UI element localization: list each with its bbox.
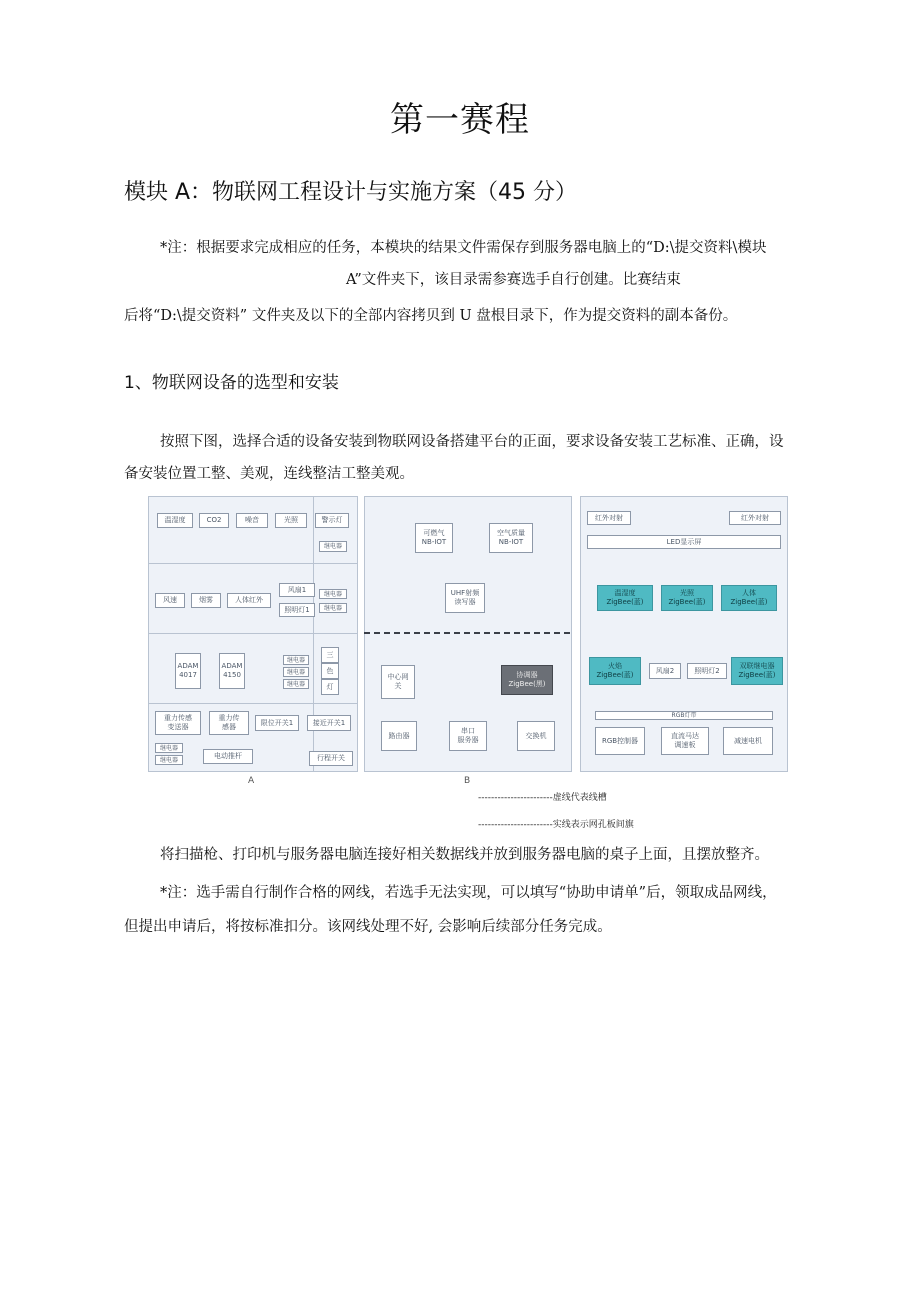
limit-switch-1: 限位开关1 (255, 715, 299, 731)
led-display: LED显示屏 (587, 535, 781, 549)
panel-b (364, 496, 572, 772)
note-line-3: 后将“D:\提交资料” 文件夹及以下的全部内容拷贝到 U 盘根目录下，作为提交资料的副本备份。 (124, 308, 738, 324)
sensor-light: 光照 (275, 513, 307, 528)
air-quality-nbiot: 空气质量 NB-IOT (489, 523, 533, 553)
zigbee-flame: 火焰 ZigBee(蓝) (589, 657, 641, 685)
section-paragraph-line-1: 按照下图，选择合适的设备安装到物联网设备搭建平台的正面，要求设备安装工艺标准、正确，设 (160, 434, 784, 450)
legend-dashed: -----------------------虚线代表线槽 (478, 793, 607, 803)
zigbee-dual-relay: 双联继电器 ZigBee(蓝) (731, 657, 783, 685)
sensor-wind-speed: 风速 (155, 593, 185, 608)
weight-sensor: 重力传 感器 (209, 711, 249, 735)
legend-solid: -----------------------实线表示网孔板间旗 (478, 820, 634, 830)
rgb-controller: RGB控制器 (595, 727, 645, 755)
tricolor-light (321, 647, 339, 695)
dc-motor-speed-board: 直流马达 调速板 (661, 727, 709, 755)
note-line-2: A”文件夹下，该目录需参赛选手自行创建。比赛结束 (346, 272, 681, 288)
warning-light: 警示灯 (315, 513, 349, 528)
uhf-rfid-reader: UHF射频 读写器 (445, 583, 485, 613)
after-paragraph: 将扫描枪、打印机与服务器电脑连接好相关数据线并放到服务器电脑的桌子上面，且摆放整齐。 (160, 847, 769, 863)
proximity-switch-1: 接近开关1 (307, 715, 351, 731)
panel-a-label: A (248, 776, 255, 786)
tricolor-char: 三 (321, 647, 339, 663)
zigbee-light: 光照 ZigBee(蓝) (661, 585, 713, 611)
zigbee-coordinator: 协调器 ZigBee(黑) (501, 665, 553, 695)
sensor-co2: CO2 (199, 513, 229, 528)
relay: 继电器 (283, 679, 309, 689)
after-note-line-2: 但提出申请后，将按标准扣分。该网线处理不好, 会影响后续部分任务完成。 (124, 919, 612, 935)
sensor-smoke: 烟雾 (191, 593, 221, 608)
relay: 继电器 (155, 755, 183, 765)
zigbee-pir: 人体 ZigBee(蓝) (721, 585, 777, 611)
relay: 继电器 (155, 743, 183, 753)
zigbee-temp-humidity: 温湿度 ZigBee(蓝) (597, 585, 653, 611)
router: 路由器 (381, 721, 417, 751)
infrared-beam-2: 红外对射 (729, 511, 781, 525)
weight-transmitter: 重力传感 变送器 (155, 711, 201, 735)
tricolor-char: 灯 (321, 679, 339, 695)
relay: 继电器 (283, 667, 309, 677)
combustible-gas-nbiot: 可燃气 NB-IOT (415, 523, 453, 553)
relay: 继电器 (319, 541, 347, 552)
rgb-light-strip: RGB灯带 (595, 711, 773, 720)
adam-4150: ADAM 4150 (219, 653, 245, 689)
page-title: 第一赛程 (390, 100, 530, 140)
sensor-pir: 人体红外 (227, 593, 271, 608)
section-paragraph-line-2: 备安装位置工整、美观，连线整洁工整美观。 (124, 466, 414, 482)
panel-b-label: B (464, 776, 471, 786)
installation-diagram (148, 496, 788, 803)
section-heading: 1、物联网设备的选型和安装 (124, 373, 339, 393)
module-heading: 模块 A：物联网工程设计与实施方案（45 分） (124, 180, 578, 205)
fan-1: 风扇1 (279, 583, 315, 597)
sensor-temp-humidity: 温湿度 (157, 513, 193, 528)
relay: 继电器 (283, 655, 309, 665)
travel-switch: 行程开关 (309, 751, 353, 766)
gear-motor: 减速电机 (723, 727, 773, 755)
fan-2: 风扇2 (649, 663, 681, 679)
panel-c (580, 496, 788, 772)
panel-a (148, 496, 358, 772)
relay: 继电器 (319, 589, 347, 599)
central-gateway: 中心网 关 (381, 665, 415, 699)
infrared-beam-1: 红外对射 (587, 511, 631, 525)
note-line-1: *注：根据要求完成相应的任务，本模块的结果文件需保存到服务器电脑上的“D:\提交资料\模块 (160, 240, 767, 256)
network-switch: 交换机 (517, 721, 555, 751)
serial-server: 串口 服务器 (449, 721, 487, 751)
lamp-2: 照明灯2 (687, 663, 727, 679)
cable-trough-dashed-line (364, 632, 570, 634)
relay: 继电器 (319, 603, 347, 613)
electric-actuator: 电动推杆 (203, 749, 253, 764)
after-note-line-1: *注：选手需自行制作合格的网线，若选手无法实现，可以填写“协助申请单”后，领取成品网线， (160, 885, 777, 901)
lamp-1: 照明灯1 (279, 603, 315, 617)
tricolor-char: 色 (321, 663, 339, 679)
sensor-noise: 噪音 (236, 513, 268, 528)
adam-4017: ADAM 4017 (175, 653, 201, 689)
